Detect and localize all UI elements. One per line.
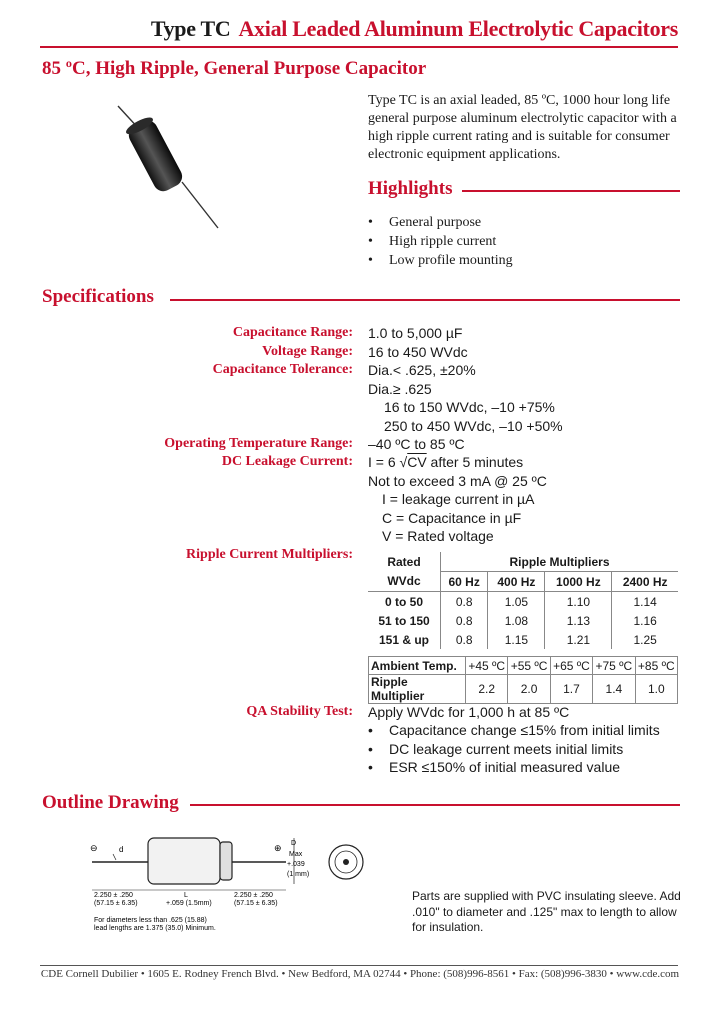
dc-leakage-line: V = Rated voltage (382, 528, 494, 544)
footer: CDE Cornell Dubilier • 1605 E. Rodney French Blvd. • New Bedford, MA 02744 • Phone: (508)996-8561 • Fax: (508)996-3830 • www.cde.com (40, 968, 680, 980)
ripple-multiplier-label: Ripple Multiplier (369, 675, 466, 704)
highlights-heading: Highlights (368, 178, 453, 199)
dc-leakage-line: Not to exceed 3 mA @ 25 ºC (368, 473, 547, 489)
diameter-note: lead lengths are 1.375 (35.0) Minimum. (94, 925, 216, 932)
D-label: D (291, 840, 297, 847)
title-text: Axial Leaded Aluminum Electrolytic Capacitors (238, 16, 678, 41)
formula-cv: CV (407, 454, 427, 470)
operating-temp-value: –40 ºC to 85 ºC (368, 436, 465, 452)
tolerance-line: 250 to 450 WVdc, –10 +50% (384, 418, 563, 434)
cell: 1.21 (545, 630, 612, 649)
freq-header: 400 Hz (488, 572, 545, 592)
highlights-rule (462, 190, 680, 192)
list-item: • ESR ≤150% of initial measured value (368, 758, 660, 777)
lead-d-label: d (119, 845, 124, 854)
cell: +65 ºC (550, 657, 592, 675)
L-label: L (184, 892, 188, 899)
type-label: Type TC (150, 16, 231, 41)
plus-mark: ⊕ (274, 843, 282, 853)
cell: 1.10 (545, 592, 612, 612)
capacitor-photo (100, 100, 250, 235)
title-rule (40, 46, 678, 48)
list-item: • DC leakage current meets initial limits (368, 740, 660, 759)
cell: +55 ºC (508, 657, 550, 675)
cell: 1.25 (633, 632, 657, 647)
table-row (369, 657, 678, 675)
dc-leakage-label: DC Leakage Current: (221, 454, 353, 469)
highlights-list (368, 213, 513, 270)
list-item: • Capacitance change ≤15% from initial limits (368, 721, 660, 740)
cell: 1.7 (550, 675, 592, 704)
capacitor-body (148, 838, 220, 884)
tolerance-line: 16 to 150 WVdc, –10 +75% (384, 399, 555, 415)
dc-leakage-line: C = Capacitance in µF (382, 510, 522, 526)
row-range: 51 to 150 (368, 611, 441, 630)
cell: 1.15 (488, 630, 545, 649)
outline-heading: Outline Drawing (42, 792, 179, 813)
formula-suffix: after 5 minutes (426, 454, 524, 470)
list-item: • General purpose (368, 213, 513, 232)
cell: +85 ºC (635, 657, 677, 675)
table-row (368, 630, 678, 649)
subtitle: 85 ºC, High Ripple, General Purpose Capacitor (42, 58, 427, 79)
qa-intro: Apply WVdc for 1,000 h at 85 ºC (368, 704, 570, 720)
multipliers-header: Ripple Multipliers (441, 552, 679, 572)
cell: 0.8 (441, 630, 488, 649)
list-item: • High ripple current (368, 232, 513, 251)
ripple-multiplier-table (368, 552, 678, 649)
ambient-temp-table (368, 656, 678, 704)
ambient-temp-label: Ambient Temp. (369, 657, 466, 675)
cell: 1.13 (545, 611, 612, 630)
parts-note: Parts are supplied with PVC insulating sleeve. Add .010" to diameter and .125" max to length to allow for insulation. (412, 889, 681, 934)
capacitor-end (220, 842, 232, 880)
freq-header: 60 Hz (441, 572, 488, 592)
cell: 1.16 (633, 613, 657, 628)
cell: 0.8 (441, 592, 488, 612)
cell: 1.08 (488, 611, 545, 630)
table-row (368, 611, 678, 630)
outline-drawing (88, 826, 378, 936)
minus-mark: ⊖ (90, 843, 98, 853)
lead-dim-left-mm: (57.15 ± 6.35) (94, 900, 138, 907)
dc-leakage-line: I = leakage current in µA (382, 491, 535, 507)
qa-list (368, 721, 660, 777)
table-row (368, 592, 678, 612)
lead-dim-left: 2.250 ± .250 (94, 892, 133, 899)
voltage-range-label: Voltage Range: (262, 344, 353, 359)
sqrt-symbol: √ (399, 454, 408, 470)
cell: 0.8 (441, 611, 488, 630)
tolerance-line: Dia.< .625, ±20% (368, 362, 476, 378)
specifications-rule (170, 299, 680, 301)
voltage-range-value: 16 to 450 WVdc (368, 344, 468, 360)
cell: 1.4 (593, 675, 635, 704)
operating-temp-label: Operating Temperature Range: (164, 436, 353, 451)
intro-text: Type TC is an axial leaded, 85 ºC, 1000 hour long life general purpose aluminum electrolytic capacitor with a high ripple current rating and is suitable for consumer electronic equipment applications. (368, 93, 677, 162)
list-item: • Low profile mounting (368, 251, 513, 270)
max-label: Max (289, 851, 303, 858)
cell: +45 ºC (466, 657, 508, 675)
plus039-label: +.039 (287, 861, 305, 868)
dc-leakage-formula (368, 454, 523, 470)
page-title (151, 16, 678, 42)
diameter-note: For diameters less than .625 (15.88) (94, 917, 207, 924)
row-range: 151 & up (368, 630, 441, 649)
onemm-label: (1 mm) (287, 871, 310, 878)
wvdc-header: WVdc (368, 572, 441, 592)
lead-dim-right: 2.250 ± .250 (234, 892, 273, 899)
end-view-lead (343, 859, 349, 865)
capacitance-tolerance-label: Capacitance Tolerance: (212, 362, 353, 377)
freq-header: 2400 Hz (612, 572, 678, 592)
row-range: 0 to 50 (368, 592, 441, 612)
lead-dim-right-mm: (57.15 ± 6.35) (234, 900, 278, 907)
outline-rule (190, 804, 680, 806)
formula-prefix: I = 6 (368, 454, 400, 470)
ripple-label: Ripple Current Multipliers: (186, 547, 353, 562)
cell: 1.0 (635, 675, 677, 704)
cell: 1.14 (633, 594, 657, 609)
specifications-heading: Specifications (42, 286, 154, 307)
cell: 2.0 (508, 675, 550, 704)
cell: +75 ºC (593, 657, 635, 675)
table-row (369, 675, 678, 704)
cell: 1.05 (488, 592, 545, 612)
rated-header: Rated (368, 552, 441, 572)
capacitance-range-label: Capacitance Range: (232, 325, 353, 340)
capacitance-range-value: 1.0 to 5,000 µF (368, 325, 463, 341)
freq-header: 1000 Hz (545, 572, 612, 592)
footer-rule (40, 965, 678, 966)
qa-label: QA Stability Test: (246, 704, 353, 719)
tolerance-line: Dia.≥ .625 (368, 381, 432, 397)
L-tolerance: +.059 (1.5mm) (166, 900, 212, 907)
cell: 2.2 (466, 675, 508, 704)
